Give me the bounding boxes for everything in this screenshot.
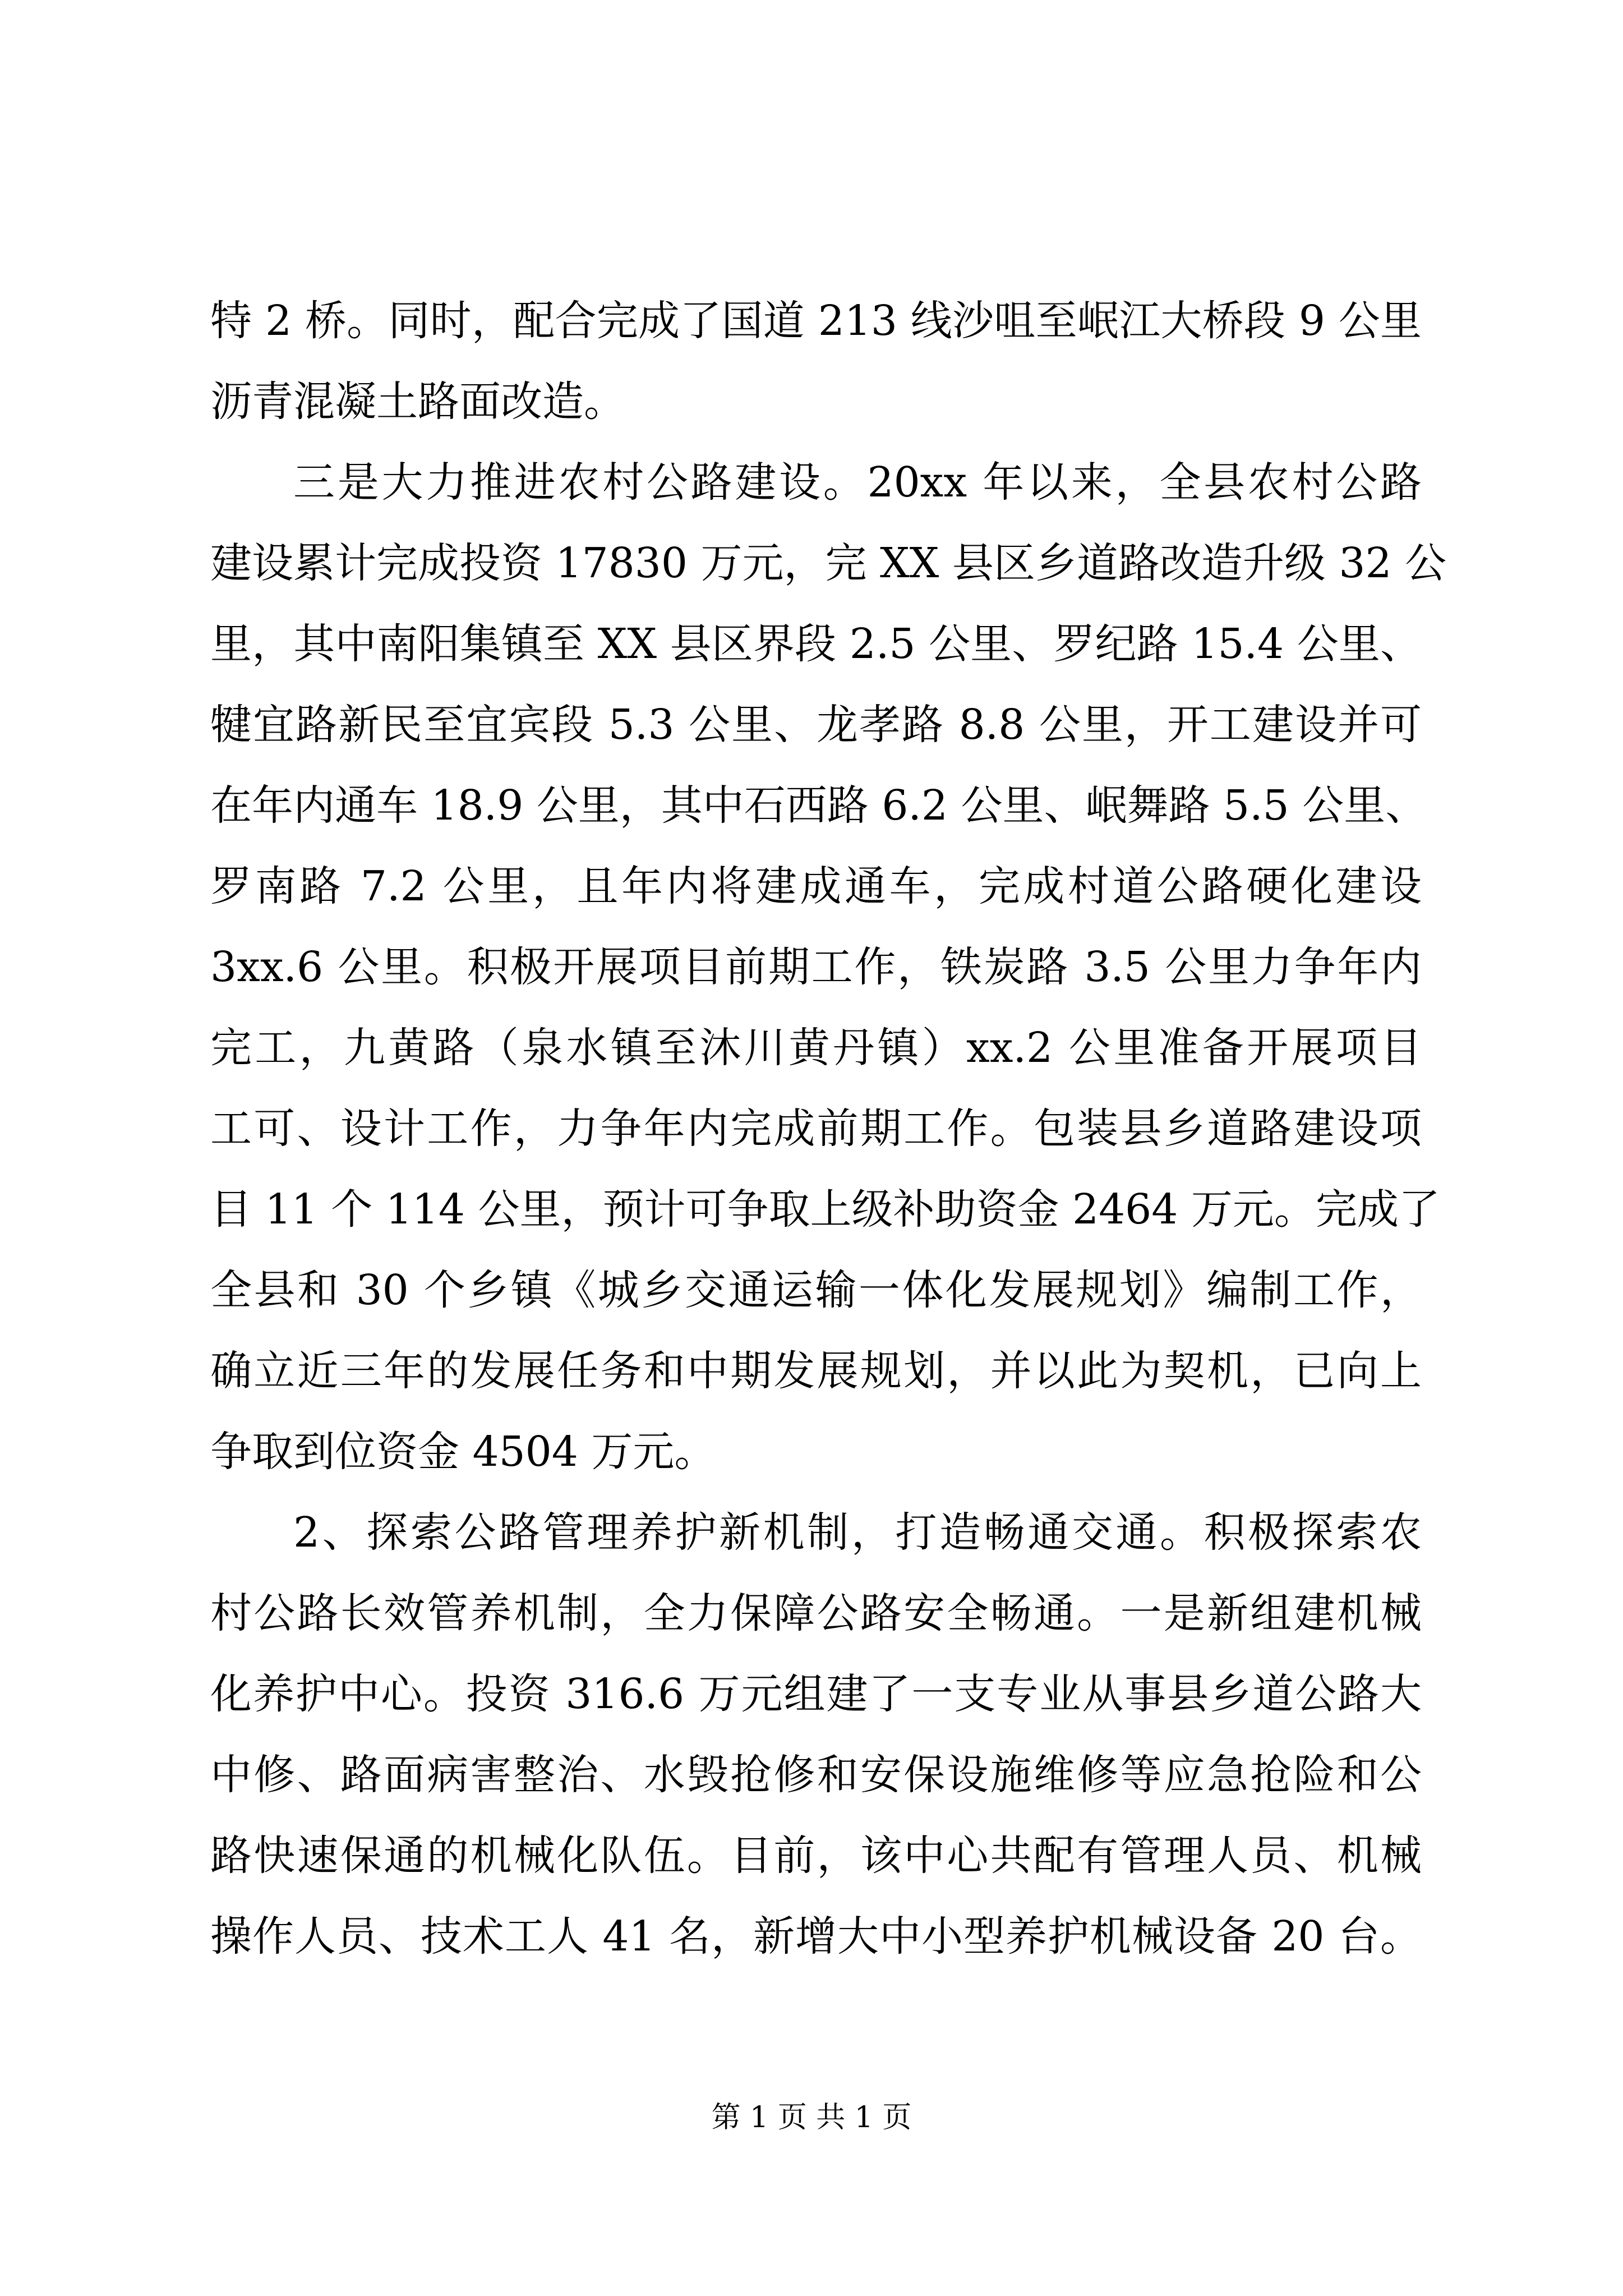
text-line: 工可、设计工作，力争年内完成前期工作。包装县乡道路建设项	[210, 1105, 1422, 1153]
text-line: 沥青混凝土路面改造。	[210, 378, 625, 426]
text-line: 路快速保通的机械化队伍。目前，该中心共配有管理人员、机械	[210, 1832, 1422, 1880]
text-line: 目 11 个 114 公里，预计可争取上级补助资金 2464 万元。完成了	[210, 1185, 1440, 1234]
text-line: 2、探索公路管理养护新机制，打造畅通交通。积极探索农	[293, 1508, 1422, 1557]
text-line: 确立近三年的发展任务和中期发展规划，并以此为契机，已向上	[210, 1347, 1422, 1395]
paragraph-rural-roads	[210, 442, 1447, 1492]
page-number-label: 第 1 页 共 1 页	[711, 2101, 912, 2134]
text-line: 特 2 桥。同时，配合完成了国道 213 线沙咀至岷江大桥段 9 公里	[210, 297, 1422, 345]
paragraph-maintenance	[210, 1492, 1422, 1977]
text-line: 村公路长效管养机制，全力保障公路安全畅通。一是新组建机械	[210, 1589, 1422, 1637]
page-footer	[0, 2101, 1623, 2134]
text-line: 化养护中心。投资 316.6 万元组建了一支专业从事县乡道公路大	[210, 1670, 1422, 1718]
document-body	[210, 280, 1447, 1977]
text-line: 罗南路 7.2 公里，且年内将建成通车，完成村道公路硬化建设	[210, 862, 1422, 910]
text-line: 争取到位资金 4504 万元。	[210, 1428, 716, 1476]
text-line: 在年内通车 18.9 公里，其中石西路 6.2 公里、岷舞路 5.5 公里、	[210, 781, 1427, 830]
text-line: 完工，九黄路（泉水镇至沐川黄丹镇）xx.2 公里准备开展项目	[210, 1024, 1422, 1072]
text-line: 3xx.6 公里。积极开展项目前期工作，铁炭路 3.5 公里力争年内	[210, 943, 1422, 991]
text-line: 中修、路面病害整治、水毁抢修和安保设施维修等应急抢险和公	[210, 1751, 1422, 1799]
paragraph-continuation	[210, 280, 1422, 442]
text-line: 全县和 30 个乡镇《城乡交通运输一体化发展规划》编制工作，	[210, 1266, 1422, 1314]
text-line: 三是大力推进农村公路建设。20xx 年以来，全县农村公路	[293, 458, 1422, 507]
text-line: 建设累计完成投资 17830 万元，完 XX 县区乡道路改造升级 32 公	[210, 539, 1447, 587]
text-line: 操作人员、技术工人 41 名，新增大中小型养护机械设备 20 台。	[210, 1912, 1422, 1961]
text-line: 犍宜路新民至宜宾段 5.3 公里、龙孝路 8.8 公里，开工建设并可	[210, 701, 1422, 749]
text-line: 里，其中南阳集镇至 XX 县区界段 2.5 公里、罗纪路 15.4 公里、	[210, 620, 1422, 668]
